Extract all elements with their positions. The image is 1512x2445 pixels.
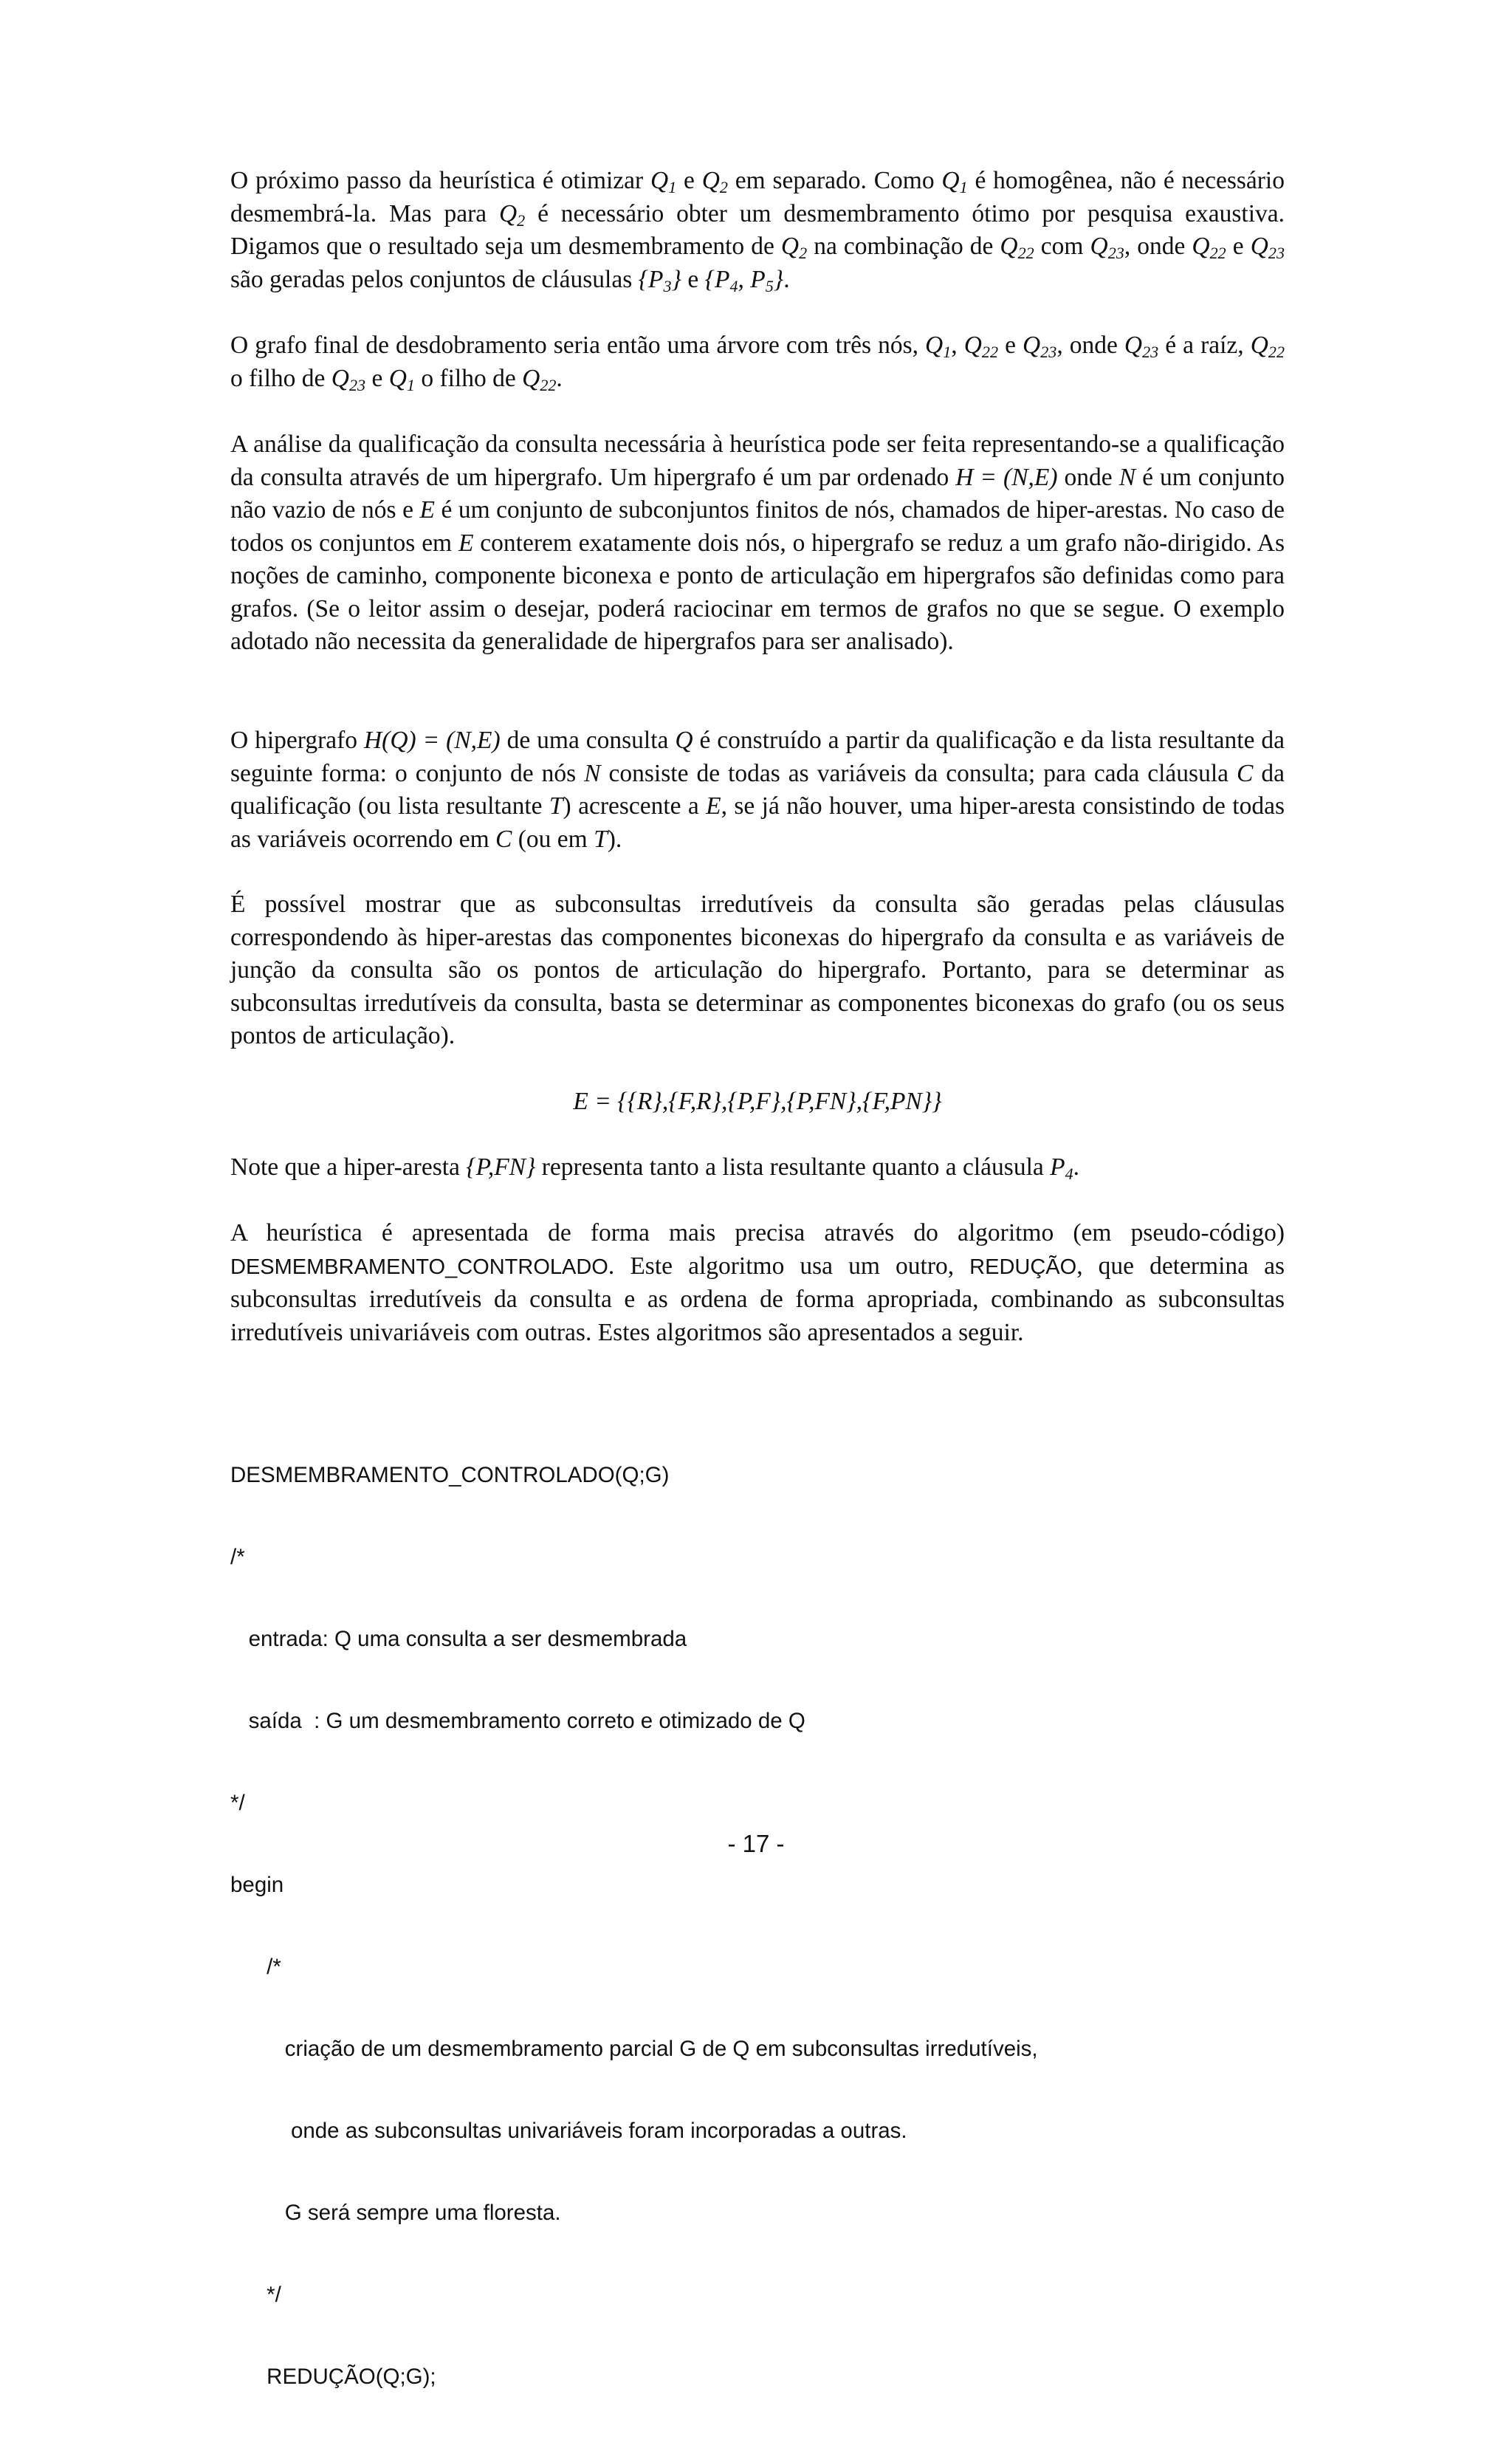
code-line: begin bbox=[230, 1873, 284, 1897]
paragraph-irreducible-subqueries: É possível mostrar que as subconsultas irredutíveis da consulta são geradas pelas cláusulas correspondendo às hiper-arestas das componentes biconexas do hipergrafo da consulta e as variáveis de junção da consulta são os pontos de articulação do hipergrafo. Portanto, para se determinar as subconsultas irredutíveis da consulta, basta se determinar as componentes biconexas do grafo (ou os seus pontos de articulação). bbox=[230, 891, 1285, 1049]
paragraph-heuristic-algorithm: A heurística é apresentada de forma mais precisa através do algoritmo (em pseudo-código) DESMEMBRAMENTO_CONTROLADO. Este algoritmo usa um outro, REDUÇÃO, que determina as subconsultas irredutíveis da consulta e as ordena de forma apropriada, combinando as subconsultas irredutíveis univariáveis com outras. Estes algoritmos são apresentados a seguir. bbox=[230, 1219, 1285, 1346]
code-line: saída : G um desmembramento correto e otimizado de Q bbox=[230, 1709, 805, 1733]
code-line: /* bbox=[230, 1955, 281, 1979]
pseudo-code-block bbox=[230, 1407, 1038, 2445]
code-line: criação de um desmembramento parcial G de Q em subconsultas irredutíveis, bbox=[230, 2037, 1038, 2061]
code-line: REDUÇÃO(Q;G); bbox=[230, 2365, 436, 2389]
paragraph-final-graph: O grafo final de desdobramento seria então uma árvore com três nós, $Q_1$, $Q_{22}$ e $Q_{23}$, onde $Q_{23}$ é a raíz, $Q_{22}$ o filho de $Q_{23}$ e $Q_1$ o filho de $Q_{22}$. bbox=[230, 332, 1285, 394]
code-line: entrada: Q uma consulta a ser desmembrada bbox=[230, 1627, 687, 1651]
code-line: */ bbox=[230, 1791, 245, 1815]
page-number: - 17 - bbox=[727, 1830, 785, 1857]
paragraph-hyperedge-note: Note que a hiper-aresta {P,FN} representa tanto a lista resultante quanto a cláusula $P_4$. bbox=[230, 1153, 1080, 1184]
code-line: DESMEMBRAMENTO_CONTROLADO(Q;G) bbox=[230, 1463, 670, 1487]
formula-edge-set: E = {{R},{F,R},{P,F},{P,FN},{F,PN}} bbox=[573, 1088, 942, 1115]
paragraph-optimize-q1-q2: O próximo passo da heurística é otimizar $Q_1$ e $Q_2$ em separado. Como $Q_1$ é homogênea, não é necessário desmembrá-la. Mas para $Q_2$ é necessário obter um desmembramento ótimo por pesquisa exaustiva. Digamos que o resultado seja um desmembramento de $Q_2$ na combinação de $Q_{22}$ com $Q_{23}$, onde $Q_{22}$ e $Q_{23}$ são geradas pelos conjuntos de cláusulas $\{P_3\}$ e {$P_4$, $P_5$}. bbox=[230, 167, 1285, 295]
code-line: /* bbox=[230, 1545, 245, 1569]
code-line: onde as subconsultas univariáveis foram incorporadas a outras. bbox=[230, 2119, 907, 2143]
code-line: */ bbox=[230, 2283, 281, 2307]
paragraph-hypergraph-definition: A análise da qualificação da consulta necessária à heurística pode ser feita representando-se a qualificação da consulta através de um hipergrafo. Um hipergrafo é um par ordenado H = (N,E) onde N é um conjunto não vazio de nós e E é um conjunto de subconjuntos finitos de nós, chamados de hiper-arestas. No caso de todos os conjuntos em E conterem exatamente dois nós, o hipergrafo se reduz a um grafo não-dirigido. As noções de caminho, componente biconexa e ponto de articulação em hipergrafos são definidas como para grafos. (Se o leitor assim o desejar, poderá raciocinar em termos de grafos no que se segue. O exemplo adotado não necessita da generalidade de hipergrafos para ser analisado). bbox=[230, 431, 1285, 655]
code-line: G será sempre uma floresta. bbox=[230, 2201, 561, 2225]
paragraph-hypergraph-construction: O hipergrafo H(Q) = (N,E) de uma consulta Q é construído a partir da qualificação e da lista resultante da seguinte forma: o conjunto de nós N consiste de todas as variáveis da consulta; para cada cláusula C da qualificação (ou lista resultante T) acrescente a E, se já não houver, uma hiper-aresta consistindo de todas as variáveis ocorrendo em C (ou em T). bbox=[230, 727, 1285, 853]
